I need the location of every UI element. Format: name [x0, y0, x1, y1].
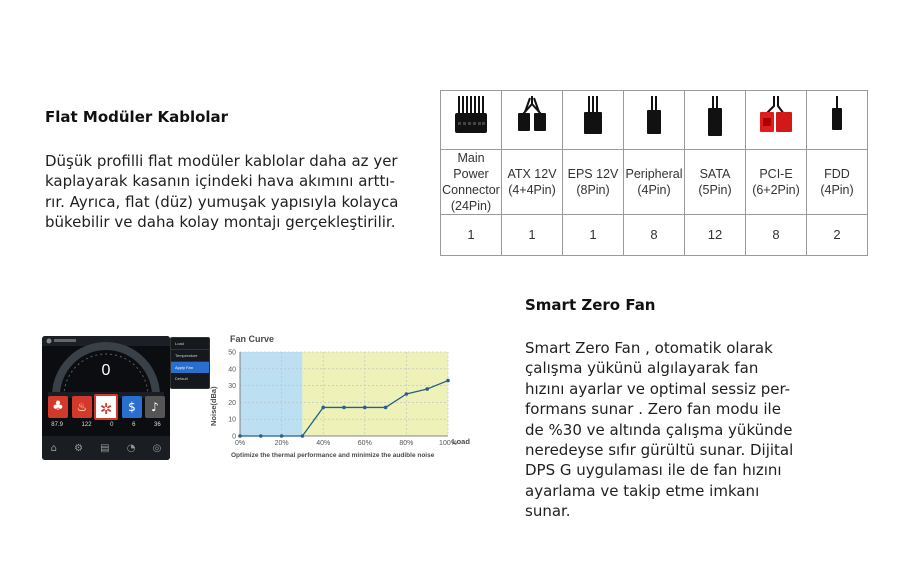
- data-point: [342, 406, 346, 410]
- chart-zone: [302, 352, 448, 436]
- data-point: [321, 406, 325, 410]
- x-tick-label: 40%: [316, 440, 331, 447]
- menu-item-default[interactable]: Default: [175, 376, 188, 381]
- flat-cables-title: Flat Modüler Kablolar: [45, 108, 229, 126]
- flame-icon[interactable]: ♨: [72, 396, 92, 418]
- flat-line: kaplayarak kasanın içindeki hava akımını arttı-: [45, 172, 395, 191]
- smart-line: Smart Zero Fan , otomatik olarak: [525, 339, 773, 357]
- data-point: [363, 406, 367, 410]
- y-tick-label: 40: [228, 366, 236, 374]
- data-point: [425, 387, 429, 391]
- cable-label-line: (6+2Pin): [752, 183, 800, 197]
- cable-label-line: (5Pin): [698, 183, 732, 197]
- connector-eps12v-icon: [580, 96, 606, 140]
- connector-atx12v-icon: [515, 96, 549, 140]
- flat-line: rır. Ayrıca, flat (düz) yumuşak yapısıyla kolayca: [45, 192, 399, 211]
- y-tick-label: 20: [228, 399, 236, 407]
- smart-line: DPS G uygulaması ile de fan hızını: [525, 461, 782, 480]
- cable-icon-cell: [746, 91, 807, 150]
- data-point: [405, 392, 409, 396]
- settings-icon[interactable]: ⚙: [74, 442, 84, 454]
- data-point: [446, 379, 450, 383]
- connector-pcie-icon: [754, 96, 798, 140]
- cable-count-row: [441, 215, 868, 256]
- cable-count: 8: [746, 215, 807, 256]
- y-tick-label: 0: [232, 433, 236, 441]
- cable-label: [502, 150, 563, 215]
- data-point: [280, 434, 284, 438]
- cable-label-line: Main Power: [453, 151, 489, 181]
- connector-24pin-icon: [451, 96, 491, 140]
- x-tick-label: 0%: [234, 440, 246, 447]
- flat-line: bükebilir ve daha kolay montajı gerçekleştirilir.: [45, 213, 396, 232]
- smart-line: çalışma yükünü algılayarak fan: [525, 359, 759, 378]
- data-point: [238, 434, 242, 438]
- cable-label-row: [441, 150, 868, 215]
- record-icon[interactable]: ▤: [100, 442, 110, 454]
- chart-zone: [240, 352, 302, 436]
- gauge-value: 0: [101, 362, 111, 379]
- tile-value: 122: [81, 422, 92, 428]
- cable-icon-cell: [807, 91, 868, 150]
- cable-icon-cell: [685, 91, 746, 150]
- dps-app-screenshot: [42, 336, 170, 460]
- menu-item-temperature[interactable]: Temperature: [171, 350, 209, 362]
- data-point: [384, 406, 388, 410]
- flat-cables-description: [45, 151, 398, 233]
- cable-count: 1: [502, 215, 563, 256]
- tile-value: 6: [132, 422, 136, 428]
- flat-line: Düşük profilli flat modüler kablolar daha az yer: [45, 152, 398, 170]
- cable-icon-cell: [502, 91, 563, 150]
- x-axis-label: Load: [452, 437, 470, 446]
- connector-fdd-icon: [827, 96, 847, 140]
- cable-label: [685, 150, 746, 215]
- cable-label-line: Peripheral: [625, 167, 683, 181]
- tile-value: 87.9: [51, 422, 63, 428]
- cable-count: 1: [563, 215, 624, 256]
- fan-icon[interactable]: ✲: [94, 394, 118, 420]
- chart-caption: Optimize the thermal performance and minimize the audible noise: [231, 452, 435, 459]
- smart-line: formans sunar . Zero fan modu ile: [525, 400, 781, 419]
- cable-label-line: (4+4Pin): [508, 183, 556, 197]
- cable-label: [807, 150, 868, 215]
- menu-item-load[interactable]: Load: [171, 338, 209, 350]
- smart-zero-fan-title: Smart Zero Fan: [525, 296, 656, 314]
- cable-label: [563, 150, 624, 215]
- cable-icon-row: [441, 91, 868, 150]
- y-tick-label: 10: [228, 416, 236, 424]
- tile-value: 36: [153, 422, 161, 428]
- cable-count: 1: [441, 215, 502, 256]
- y-tick-label: 30: [228, 383, 236, 391]
- tree-icon[interactable]: ♣: [48, 396, 68, 418]
- smart-line: de %30 ve altında çalışma yükünde: [525, 420, 793, 439]
- data-point: [301, 434, 305, 438]
- cable-table: [440, 90, 868, 256]
- smart-line: sunar.: [525, 502, 571, 521]
- info-icon[interactable]: ◎: [152, 442, 162, 454]
- home-icon[interactable]: ⌂: [50, 442, 57, 454]
- cable-label-line: (8Pin): [576, 183, 610, 197]
- share-icon[interactable]: ◔: [126, 442, 136, 454]
- smart-line: hızını ayarlar ve optimal sessiz per-: [525, 379, 791, 398]
- tile-values: [42, 422, 170, 429]
- x-tick-label: 60%: [357, 440, 372, 447]
- app-bottom-nav: [42, 436, 170, 460]
- cable-label: [441, 150, 502, 215]
- cable-icon-cell: [563, 91, 624, 150]
- tile-value: 0: [110, 422, 114, 428]
- dollar-icon[interactable]: $: [122, 396, 142, 418]
- cable-label-line: (24Pin): [450, 199, 492, 213]
- cable-label-line: FDD: [824, 167, 850, 181]
- cable-label-line: PCI-E: [759, 167, 793, 181]
- cable-label-line: (4Pin): [820, 183, 854, 197]
- smart-line: ayarlama ve takip etme imkanı: [525, 481, 760, 500]
- menu-item-apply-fan[interactable]: Apply Fan: [171, 362, 209, 373]
- cable-label-line: Connector: [442, 183, 500, 197]
- connector-sata-icon: [704, 96, 726, 140]
- app-popup-menu: [170, 337, 210, 389]
- cable-label-line: ATX 12V: [507, 167, 557, 181]
- cable-count: 8: [624, 215, 685, 256]
- cable-label: [746, 150, 807, 215]
- fan-curve-chart: [208, 330, 480, 464]
- data-point: [259, 434, 263, 438]
- x-tick-label: 20%: [274, 440, 289, 447]
- x-tick-label: 80%: [399, 440, 414, 447]
- cable-label-line: (4Pin): [637, 183, 671, 197]
- y-axis-label: Noise(dBa): [209, 386, 218, 426]
- cable-count: 2: [807, 215, 868, 256]
- cable-label-line: EPS 12V: [567, 167, 619, 181]
- connector-peripheral-icon: [643, 96, 665, 140]
- chart-title: Fan Curve: [230, 334, 275, 344]
- cable-icon-cell: [441, 91, 502, 150]
- cable-label: [624, 150, 685, 215]
- y-tick-label: 50: [228, 349, 236, 357]
- guitar-icon[interactable]: ♪: [145, 396, 165, 418]
- smart-zero-fan-description: [525, 338, 793, 522]
- cable-count: 12: [685, 215, 746, 256]
- cable-label-line: SATA: [699, 167, 731, 181]
- cable-icon-cell: [624, 91, 685, 150]
- smart-line: neredeyse sıfır gürültü sunar. Dijital: [525, 441, 794, 460]
- x-tick-label: 100%: [439, 440, 457, 447]
